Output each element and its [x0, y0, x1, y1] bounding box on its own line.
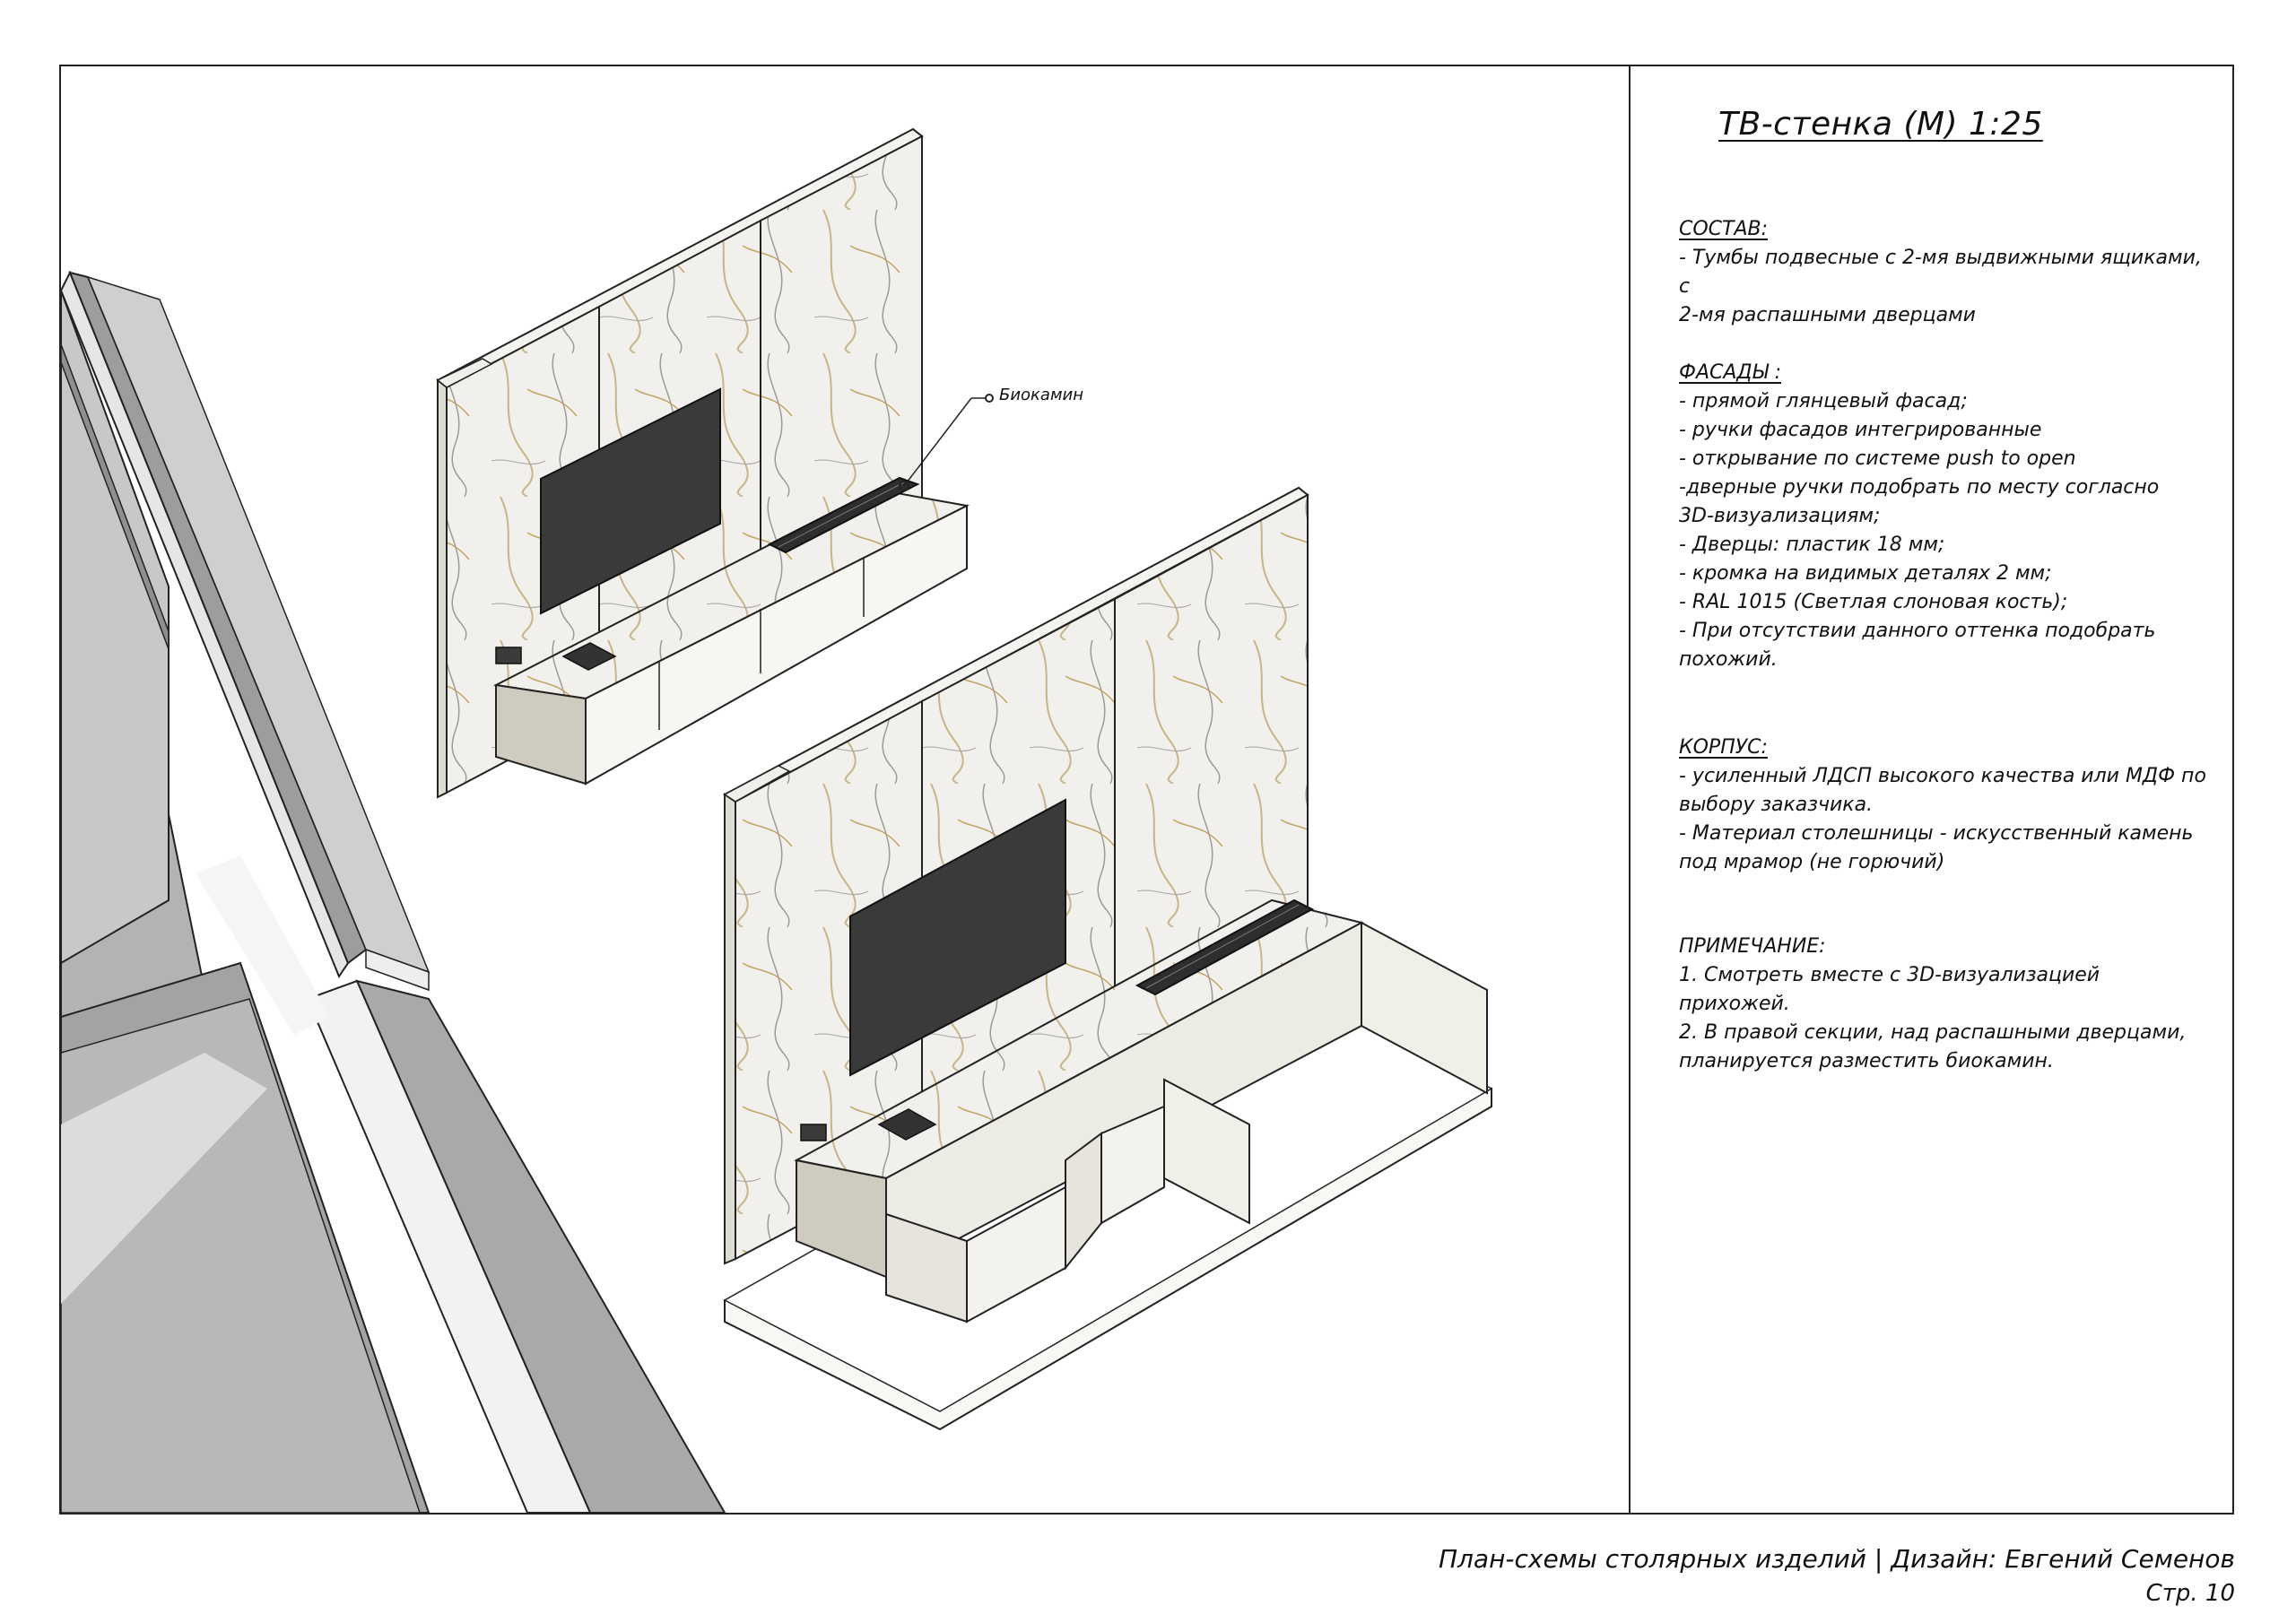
facades-line: похожий. — [1679, 648, 1778, 671]
facades-line: - ручки фасадов интегрированные — [1679, 419, 2042, 441]
facades-line: - При отсутствии данного оттенка подобрать — [1679, 620, 2156, 642]
facades-line: - Дверцы: пластик 18 мм; — [1679, 534, 1945, 556]
facades-line: - прямой глянцевый фасад; — [1679, 390, 1968, 412]
facades-line: - открывание по системе push to open — [1679, 447, 2076, 470]
body-line: - Материал столешницы - искусственный камень — [1679, 822, 2194, 845]
facades-line: - RAL 1015 (Светлая слоновая кость); — [1679, 591, 2068, 613]
remark-heading: ПРИМЕЧАНИЕ: — [1679, 935, 1826, 958]
footer-project: План-схемы столярных изделий | Дизайн: Евгений Семенов — [1438, 1544, 2235, 1574]
isometric-drawing — [61, 66, 1629, 1513]
body-line: выбору заказчика. — [1679, 794, 1874, 816]
notes-facades — [1679, 359, 2217, 674]
remark-line: 2. В правой секции, над распашными дверцами, — [1679, 1021, 2187, 1044]
notes-composition — [1679, 215, 2217, 330]
facades-heading: ФАСАДЫ : — [1679, 361, 1781, 384]
callout-biofireplace: Биокамин — [999, 386, 1084, 404]
remark-line: прихожей. — [1679, 993, 1790, 1015]
remark-line: планируется разместить биокамин. — [1679, 1050, 2054, 1072]
body-line: под мрамор (не горючий) — [1679, 851, 1945, 873]
notes-remark — [1679, 933, 2217, 1076]
facades-line: -дверные ручки подобрать по месту согласно — [1679, 476, 2160, 499]
composition-heading: СОСТАВ: — [1679, 218, 1769, 240]
footer-page-number: Стр. 10 — [2145, 1580, 2235, 1607]
remark-line: 1. Смотреть вместе с 3D-визуализацией — [1679, 964, 2100, 986]
sheet-title: ТВ-стенка (М) 1:25 — [1718, 106, 2043, 143]
drawing-svg — [61, 66, 1629, 1513]
title-block-divider — [1629, 65, 1631, 1515]
composition-line: 2-мя распашными дверцами — [1679, 304, 1976, 326]
composition-line: - Тумбы подвесные с 2-мя выдвижными ящиками, с — [1679, 247, 2202, 298]
notes-body — [1679, 733, 2217, 877]
facades-line: 3D-визуализациям; — [1679, 505, 1881, 527]
body-line: - усиленный ЛДСП высокого качества или МДФ по — [1679, 765, 2206, 787]
body-heading: КОРПУС: — [1679, 736, 1768, 759]
facades-line: - кромка на видимых деталях 2 мм; — [1679, 562, 2052, 585]
